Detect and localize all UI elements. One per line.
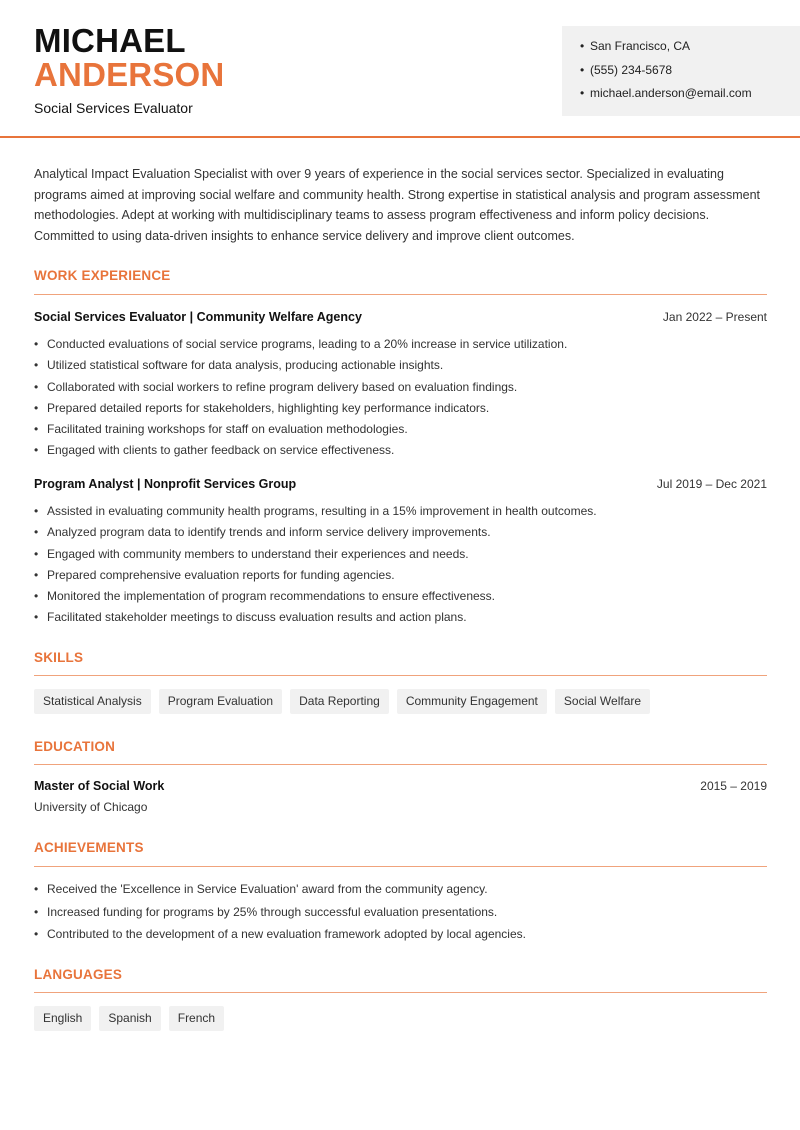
list-item-text: Analyzed program data to identify trends and inform service delivery improvements. (47, 525, 491, 540)
contact-phone-text: (555) 234-5678 (590, 62, 673, 77)
list-item-text: Monitored the implementation of program recommendations to ensure effectiveness. (47, 589, 496, 604)
list-item (34, 357, 767, 378)
bullet-icon: • (580, 62, 585, 77)
language-tag: French (169, 1006, 224, 1031)
last-name: ANDERSON (34, 56, 225, 93)
first-name: MICHAEL (34, 22, 186, 59)
language-tag: Spanish (99, 1006, 160, 1031)
language-tags (34, 1006, 224, 1031)
list-item-text: Increased funding for programs by 25% through successful evaluation presentations. (47, 904, 498, 919)
list-item-text: Assisted in evaluating community health programs, resulting in a 15% improvement in health outcomes. (47, 504, 597, 518)
bullet-icon: • (34, 546, 39, 561)
list-item-text: Facilitated stakeholder meetings to discuss evaluation results and action plans. (47, 610, 467, 625)
section-divider (34, 866, 767, 867)
degree: Master of Social Work (34, 779, 165, 793)
summary: Analytical Impact Evaluation Specialist with over 9 years of experience in the social services sector. Specialized in evaluating programs aimed at improving social welfare and community health. Strong expertise in statistical analysis and program assessment methodologies. Adept at working with multidisciplinary teams to assess program effectiveness and inform policy decisions. Committed to using data-driven insights to enhance service delivery and improve client outcomes. (34, 167, 761, 244)
list-item (34, 926, 767, 949)
language-tag: English (34, 1006, 91, 1031)
list-item-text: Engaged with community members to understand their experiences and needs. (47, 546, 469, 561)
bullet-icon: • (34, 422, 39, 437)
bullet-icon: • (34, 379, 39, 394)
list-item (34, 524, 767, 545)
bullet-icon: • (34, 358, 39, 373)
bullet-icon: • (34, 567, 39, 582)
list-item-text: Prepared comprehensive evaluation reports for funding agencies. (47, 567, 395, 582)
list-item-text: Contributed to the development of a new evaluation framework adopted by local agencies. (47, 927, 526, 941)
section-divider (34, 764, 767, 765)
list-item (34, 421, 767, 442)
job-dates: Jul 2019 – Dec 2021 (656, 477, 767, 491)
section-title-skills: SKILLS (34, 650, 84, 665)
bullet-icon: • (34, 610, 39, 625)
section-title-languages: LANGUAGES (34, 967, 123, 982)
list-item (34, 400, 767, 421)
contact-location (580, 39, 782, 63)
education-dates: 2015 – 2019 (700, 779, 767, 793)
job-header (34, 310, 767, 324)
section-divider (34, 675, 767, 676)
education-header (34, 779, 767, 793)
contact-location-text: San Francisco, CA (590, 39, 691, 53)
bullet-icon: • (34, 525, 39, 540)
job-dates: Jan 2022 – Present (662, 310, 767, 324)
contact-phone (580, 63, 782, 87)
list-item-text: Collaborated with social workers to refine program delivery based on evaluation findings. (47, 379, 518, 394)
bullet-icon: • (34, 337, 39, 351)
job-header (34, 477, 767, 491)
contact-box (562, 26, 800, 116)
contact-email-text: michael.anderson@email.com (590, 86, 752, 100)
skill-tag: Statistical Analysis (34, 689, 151, 714)
list-item (34, 442, 767, 463)
list-item (34, 567, 767, 588)
bullet-icon: • (34, 589, 39, 604)
list-item-text: Prepared detailed reports for stakeholders, highlighting key performance indicators. (47, 400, 490, 415)
skill-tag: Social Welfare (555, 689, 650, 714)
skill-tag: Data Reporting (290, 689, 389, 714)
list-item-text: Received the 'Excellence in Service Evaluation' award from the community agency. (47, 882, 488, 896)
list-item (34, 336, 767, 357)
contact-email (580, 86, 782, 110)
bullet-icon: • (34, 443, 39, 458)
section-title-work: WORK EXPERIENCE (34, 268, 171, 283)
section-title-education: EDUCATION (34, 739, 116, 754)
bullet-icon: • (34, 504, 39, 518)
resume-header (0, 0, 800, 138)
job-bullets (34, 336, 767, 464)
list-item (34, 881, 767, 904)
bullet-icon: • (34, 927, 39, 941)
list-item-text: Utilized statistical software for data analysis, producing actionable insights. (47, 358, 444, 373)
section-divider (34, 294, 767, 295)
bullet-icon: • (580, 86, 585, 100)
job-bullets (34, 503, 767, 631)
list-item-text: Conducted evaluations of social service programs, leading to a 20% increase in service utilization. (47, 337, 568, 351)
bullet-icon: • (580, 39, 585, 53)
achievements-list (34, 881, 767, 949)
list-item (34, 379, 767, 400)
list-item-text: Engaged with clients to gather feedback on service effectiveness. (47, 443, 395, 458)
job-role: Social Services Evaluator | Community Welfare Agency (34, 310, 362, 324)
list-item-text: Facilitated training workshops for staff on evaluation methodologies. (47, 422, 408, 437)
bullet-icon: • (34, 904, 39, 919)
skills-tags (34, 689, 650, 714)
skill-tag: Community Engagement (397, 689, 547, 714)
list-item (34, 503, 767, 524)
list-item (34, 588, 767, 609)
section-divider (34, 992, 767, 993)
list-item (34, 609, 767, 630)
list-item (34, 546, 767, 567)
section-title-achievements: ACHIEVEMENTS (34, 840, 144, 855)
school: University of Chicago (34, 800, 148, 814)
skill-tag: Program Evaluation (159, 689, 282, 714)
bullet-icon: • (34, 400, 39, 415)
bullet-icon: • (34, 882, 39, 896)
list-item (34, 904, 767, 927)
job-title: Social Services Evaluator (34, 100, 193, 116)
job-role: Program Analyst | Nonprofit Services Group (34, 477, 297, 491)
